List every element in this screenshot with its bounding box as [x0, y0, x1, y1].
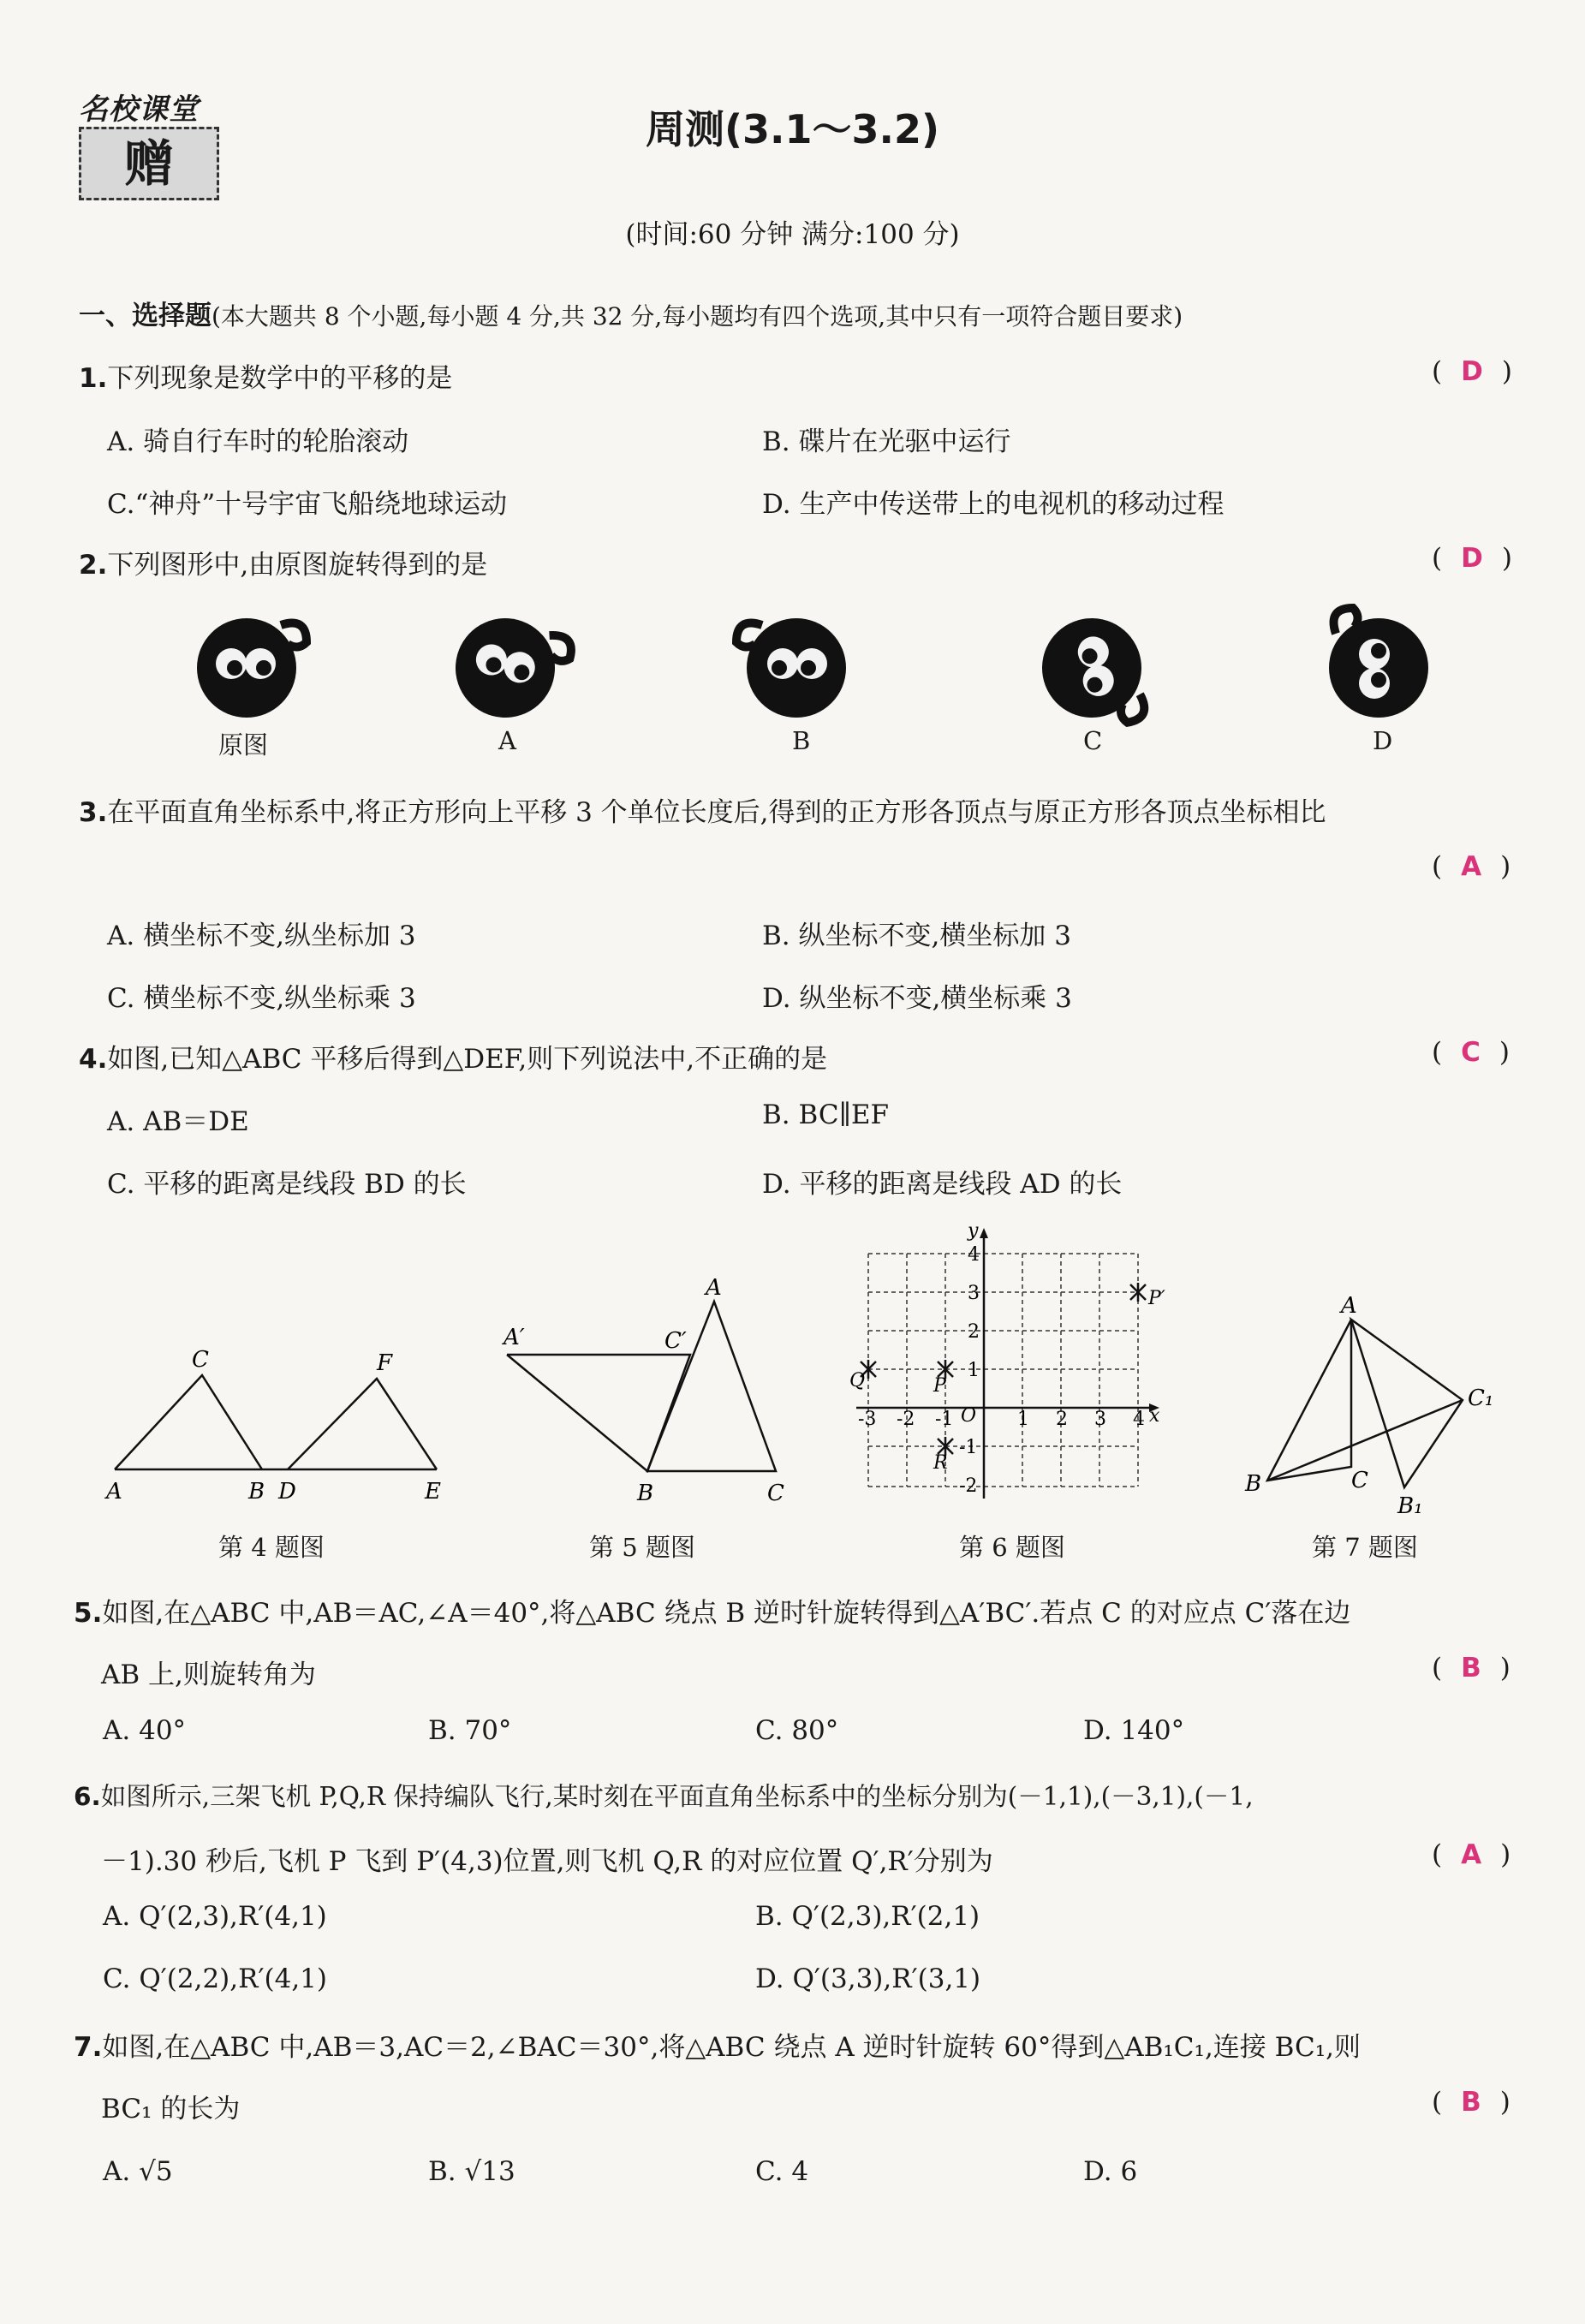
question-text: 如图,已知△ABC 平移后得到△DEF,则下列说法中,不正确的是	[107, 1044, 828, 1075]
question-text: 下列现象是数学中的平移的是	[107, 363, 453, 394]
answer-4: ( C )	[1432, 1037, 1510, 1068]
fig4-label-a: A	[106, 1479, 122, 1505]
question-number: 5.	[74, 1598, 103, 1629]
option-1b: B. 碟片在光驱中运行	[762, 426, 1011, 457]
question-6-continued: －1).30 秒后,飞机 P 飞到 P′(4,3)位置,则飞机 Q,R 的对应位置 Q′,R′分别为	[101, 1846, 993, 1877]
figure-label-original: 原图	[218, 730, 269, 760]
option-3b: B. 纵坐标不变,横坐标加 3	[762, 921, 1071, 951]
section-title: 一、选择题	[79, 301, 212, 331]
brand-logo-box: 赠	[79, 127, 219, 200]
figure-7	[1233, 1289, 1524, 1524]
figure-label-a: A	[498, 726, 516, 755]
answer-6: ( A )	[1432, 1839, 1511, 1870]
question-number: 1.	[79, 363, 108, 394]
answer-letter: D	[1461, 543, 1483, 574]
y-tick-labels	[959, 1244, 980, 1497]
fig4-label-c: C	[192, 1347, 209, 1373]
page-title: 周测(3.1～3.2)	[645, 106, 940, 152]
fig4-label-d: D	[278, 1479, 296, 1505]
answer-1: ( D )	[1432, 356, 1512, 387]
svg-text:3: 3	[1094, 1409, 1106, 1430]
question-number: 6.	[74, 1782, 101, 1811]
svg-text:-2: -2	[897, 1409, 915, 1430]
figure-4-caption: 第 4 题图	[218, 1533, 325, 1562]
question-text: 在平面直角坐标系中,将正方形向上平移 3 个单位长度后,得到的正方形各顶点与原正方形各顶点坐标相比	[107, 797, 1326, 828]
plane-marker-p-prime	[1130, 1283, 1165, 1309]
question-6	[74, 1777, 1254, 1813]
figure-label-b: B	[792, 726, 811, 755]
question-number: 4.	[79, 1044, 108, 1075]
svg-text:-3: -3	[858, 1409, 877, 1430]
option-6d: D. Q′(3,3),R′(3,1)	[755, 1963, 981, 1994]
section-heading	[79, 294, 1183, 332]
option-7a: A. √5	[103, 2156, 173, 2187]
option-5d: D. 140°	[1083, 1715, 1185, 1746]
fig7-label-c1: C₁	[1468, 1385, 1494, 1411]
answer-letter: A	[1461, 851, 1482, 882]
plane-marker-p	[933, 1360, 953, 1397]
plane-label: R	[933, 1452, 948, 1474]
question-5-continued: AB 上,则旋转角为	[101, 1660, 316, 1690]
plane-marker-r	[933, 1437, 953, 1474]
option-3c: C. 横坐标不变,纵坐标乘 3	[107, 983, 416, 1014]
fig5-label-b: B	[637, 1481, 654, 1506]
question-text: 如图所示,三架飞机 P,Q,R 保持编队飞行,某时刻在平面直角坐标系中的坐标分别为(－1,1),(－3,1),(－1,	[100, 1782, 1254, 1811]
brand-logo-text: 名校课堂	[79, 92, 199, 127]
fig5-label-c-prime: C′	[664, 1328, 687, 1354]
option-1c: C.“神舟”十号宇宙飞船绕地球运动	[107, 489, 508, 520]
fig4-label-e: E	[425, 1479, 441, 1505]
fig4-label-f: F	[377, 1350, 393, 1376]
option-6a: A. Q′(2,3),R′(4,1)	[103, 1901, 327, 1932]
option-3a: A. 横坐标不变,纵坐标加 3	[107, 921, 416, 951]
option-d-face-image	[1329, 608, 1428, 718]
figure-label-d: D	[1373, 726, 1393, 755]
x-axis-label: x	[1149, 1405, 1160, 1427]
fig7-label-a: A	[1341, 1293, 1357, 1319]
original-face-image	[197, 618, 307, 718]
answer-letter: B	[1461, 1653, 1481, 1683]
origin-label: O	[961, 1405, 977, 1427]
svg-text:1: 1	[1017, 1409, 1029, 1430]
figure-5-caption: 第 5 题图	[589, 1533, 695, 1562]
fig5-label-a: A	[706, 1276, 722, 1301]
figure-7-caption: 第 7 题图	[1312, 1533, 1418, 1562]
plane-label: P′	[1148, 1288, 1165, 1309]
grid-lines	[868, 1254, 1138, 1487]
option-a-face-image	[444, 607, 576, 731]
svg-text:1: 1	[968, 1360, 980, 1381]
svg-text:-1: -1	[959, 1437, 978, 1458]
option-3d: D. 纵坐标不变,横坐标乘 3	[762, 983, 1072, 1014]
question-3	[79, 790, 1326, 829]
svg-text:-2: -2	[959, 1475, 978, 1497]
page-subtitle: (时间:60 分钟 满分:100 分)	[625, 219, 960, 250]
svg-text:2: 2	[968, 1321, 980, 1343]
question-5	[74, 1591, 1350, 1630]
question-number: 2.	[79, 550, 108, 581]
option-7d: D. 6	[1083, 2156, 1138, 2187]
answer-letter: D	[1461, 356, 1483, 387]
option-5b: B. 70°	[428, 1715, 512, 1746]
option-1a: A. 骑自行车时的轮胎滚动	[107, 426, 409, 457]
question-text: 如图,在△ABC 中,AB＝AC,∠A＝40°,将△ABC 绕点 B 逆时针旋转得到△A′BC′.若点 C 的对应点 C′落在边	[102, 1598, 1351, 1629]
svg-text:4: 4	[1133, 1409, 1145, 1430]
fig4-label-b: B	[248, 1479, 265, 1505]
svg-text:3: 3	[968, 1283, 980, 1304]
option-7c: C. 4	[755, 2156, 809, 2187]
y-axis-label: y	[968, 1220, 979, 1242]
figure-6-caption: 第 6 题图	[959, 1533, 1065, 1562]
answer-letter: A	[1461, 1839, 1482, 1870]
plane-label: P	[933, 1375, 946, 1397]
answer-7: ( B )	[1432, 2087, 1511, 2118]
figure-4	[94, 1336, 462, 1507]
question-number: 7.	[74, 2032, 103, 2063]
option-5a: A. 40°	[103, 1715, 187, 1746]
figure-label-c: C	[1083, 726, 1103, 755]
plane-points	[849, 1283, 1165, 1474]
question-2	[79, 543, 487, 581]
question-7-continued: BC₁ 的长为	[101, 2094, 241, 2124]
figure-6	[839, 1216, 1182, 1511]
question-text: 如图,在△ABC 中,AB＝3,AC＝2,∠BAC＝30°,将△ABC 绕点 A 逆时针旋转 60°得到△AB₁C₁,连接 BC₁,则	[102, 2032, 1362, 2063]
option-4a: A. AB＝DE	[107, 1106, 249, 1137]
fig7-label-c: C	[1351, 1468, 1368, 1493]
answer-letter: B	[1461, 2087, 1481, 2118]
option-c-face-image	[1034, 611, 1151, 736]
question-text: 下列图形中,由原图旋转得到的是	[107, 550, 488, 581]
plane-label: Q	[849, 1370, 866, 1391]
option-4b: B. BC∥EF	[762, 1099, 890, 1130]
option-5c: C. 80°	[755, 1715, 839, 1746]
fig7-label-b: B	[1245, 1471, 1262, 1497]
fig5-label-c: C	[767, 1481, 784, 1506]
svg-text:2: 2	[1056, 1409, 1068, 1430]
plane-marker-q	[849, 1360, 876, 1391]
option-4d: D. 平移的距离是线段 AD 的长	[762, 1169, 1123, 1200]
question-number: 3.	[79, 797, 108, 828]
figure-5	[488, 1276, 813, 1511]
x-tick-labels	[858, 1409, 1145, 1430]
option-7b: B. √13	[428, 2156, 515, 2187]
option-1d: D. 生产中传送带上的电视机的移动过程	[762, 489, 1225, 520]
section-note: (本大题共 8 个小题,每小题 4 分,共 32 分,每小题均有四个选项,其中只有一项符合题目要求)	[212, 302, 1183, 331]
option-4c: C. 平移的距离是线段 BD 的长	[107, 1169, 467, 1200]
answer-letter: C	[1461, 1037, 1481, 1068]
question-4	[79, 1037, 827, 1076]
svg-text:4: 4	[968, 1244, 980, 1266]
question-1	[79, 356, 452, 395]
option-b-face-image	[736, 618, 846, 718]
svg-text:-1: -1	[935, 1409, 954, 1430]
option-6c: C. Q′(2,2),R′(4,1)	[103, 1963, 327, 1994]
question-7	[74, 2025, 1361, 2064]
fig7-label-b1: B₁	[1397, 1493, 1423, 1519]
answer-3: ( A )	[1432, 851, 1511, 882]
fig5-label-a-prime: A′	[504, 1325, 525, 1350]
answer-5: ( B )	[1432, 1653, 1511, 1683]
answer-2: ( D )	[1432, 543, 1512, 574]
option-6b: B. Q′(2,3),R′(2,1)	[755, 1901, 980, 1932]
